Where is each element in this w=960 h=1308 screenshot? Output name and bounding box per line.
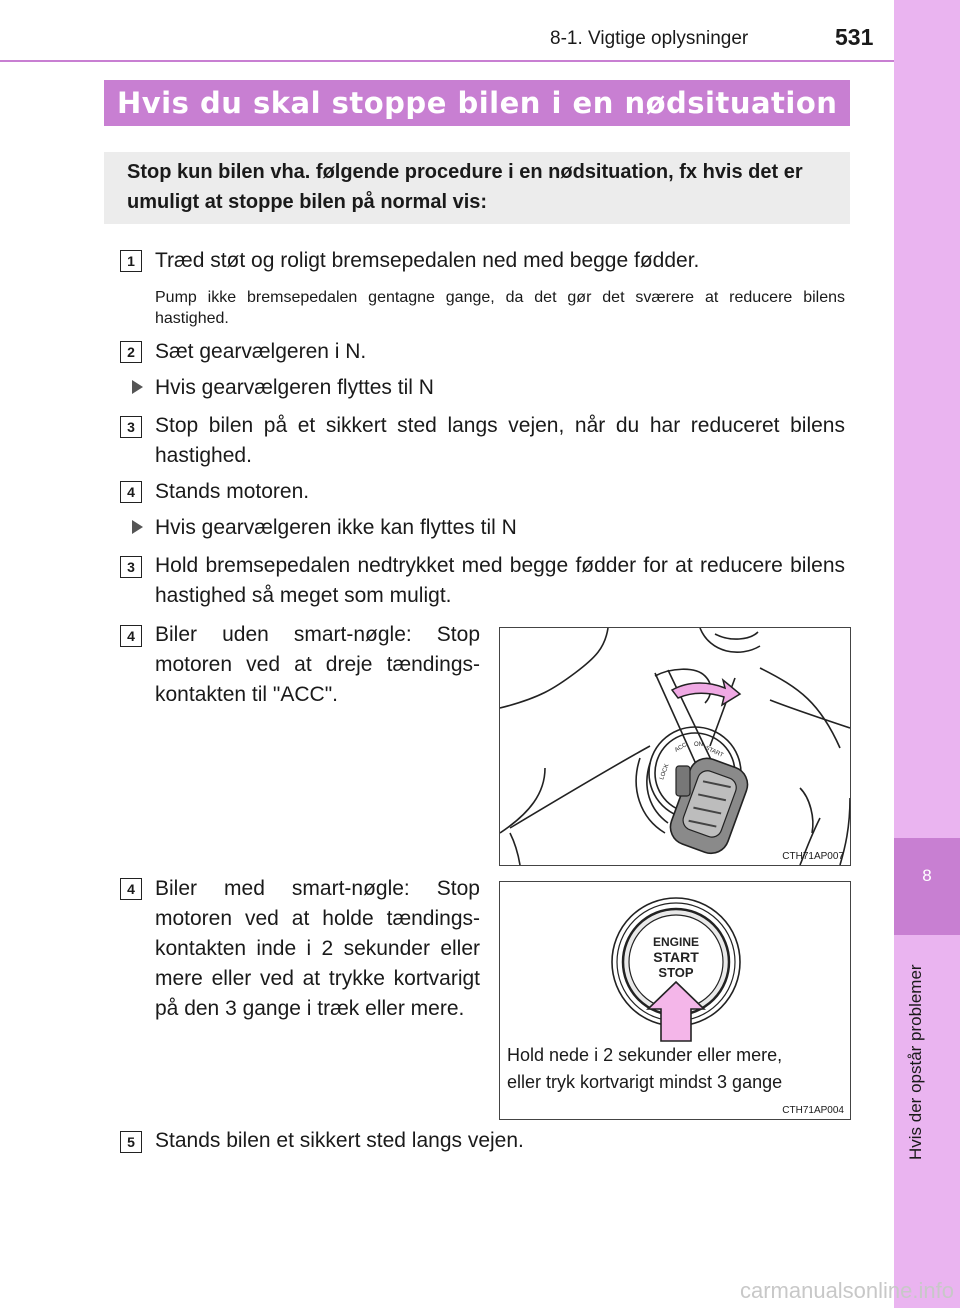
step-text: Hold bremsepedalen nedtrykket med begge fødder for at reducere bilens hastighed så meget som muligt. xyxy=(155,554,845,607)
ignition-key-figure xyxy=(499,627,851,866)
intro-box xyxy=(104,152,850,224)
button-label-engine: ENGINE xyxy=(652,935,700,949)
chapter-tab-active[interactable] xyxy=(894,838,960,935)
step-text: Biler med smart-nøgle: Stop motoren ved at holde tændings-kontakten inde i 2 sekunder eller mere eller ved at trykke kortvarigt på den 3 gange i træk eller mere. xyxy=(155,877,480,1020)
section-heading: 8-1. Vigtige oplysninger xyxy=(550,28,749,49)
button-label-start: START xyxy=(653,949,699,965)
step-number-4: 4 xyxy=(120,625,142,647)
step-number-4: 4 xyxy=(120,481,142,503)
start-label: START xyxy=(704,745,725,759)
watermark[interactable]: carmanualsonline.info xyxy=(739,1278,954,1303)
lock-label: LOCK xyxy=(659,763,671,781)
chapter-number: 8 xyxy=(922,866,932,885)
step-text: Stands motoren. xyxy=(155,480,310,503)
figure-code: CTH71AP007 xyxy=(782,851,844,862)
step-number-4: 4 xyxy=(120,878,142,900)
intro-text: Stop kun bilen vha. følgende procedure i en nødsituation, fx hvis det er umuligt at stoppe bilen på normal vis: xyxy=(127,161,803,213)
engine-start-stop-button-icon xyxy=(500,882,850,1052)
step-number-2: 2 xyxy=(120,341,142,363)
on-label: ON xyxy=(694,742,703,748)
step-number-5: 5 xyxy=(120,1131,142,1153)
step-text: Sæt gearvælgeren i N. xyxy=(155,340,367,363)
acc-label: ACC xyxy=(674,742,688,754)
step-text: Træd støt og roligt bremsepedalen ned med begge fødder. xyxy=(155,249,700,272)
step-note: Pump ikke bremsepedalen gentagne gange, da det gør det sværere at reducere bilens hastighed. xyxy=(155,289,845,327)
triangle-bullet-icon xyxy=(132,520,143,534)
title-bar xyxy=(104,80,850,126)
page-title: Hvis du skal stoppe bilen i en nødsituation xyxy=(117,86,838,120)
chapter-side-tab xyxy=(894,0,960,1308)
page-number: 531 xyxy=(835,24,874,50)
condition-heading: Hvis gearvælgeren ikke kan flyttes til N xyxy=(132,513,517,543)
start-button-figure xyxy=(499,881,851,1120)
ignition-key-illustration-icon xyxy=(500,628,850,865)
chapter-title: Hvis der opstår problemer xyxy=(906,964,925,1160)
figure-caption-line2: eller tryk kortvarigt mindst 3 gange xyxy=(507,1072,783,1092)
step-text: Stop bilen på et sikkert sted langs vejen, når du har reduceret bilens hastighed. xyxy=(155,414,845,467)
button-label-stop: STOP xyxy=(658,965,694,980)
step-text: Stands bilen et sikkert sted langs vejen. xyxy=(155,1129,524,1152)
step-number-3: 3 xyxy=(120,556,142,578)
step-number-3: 3 xyxy=(120,416,142,438)
figure-caption-line1: Hold nede i 2 sekunder eller mere, xyxy=(507,1045,783,1065)
header-divider xyxy=(0,60,894,62)
step-text: Biler uden smart-nøgle: Stop motoren ved at dreje tændings-kontakten til "ACC". xyxy=(155,623,480,706)
triangle-bullet-icon xyxy=(132,380,143,394)
figure-code: CTH71AP004 xyxy=(782,1105,844,1116)
condition-heading: Hvis gearvælgeren flyttes til N xyxy=(132,373,434,403)
step-number-1: 1 xyxy=(120,250,142,272)
